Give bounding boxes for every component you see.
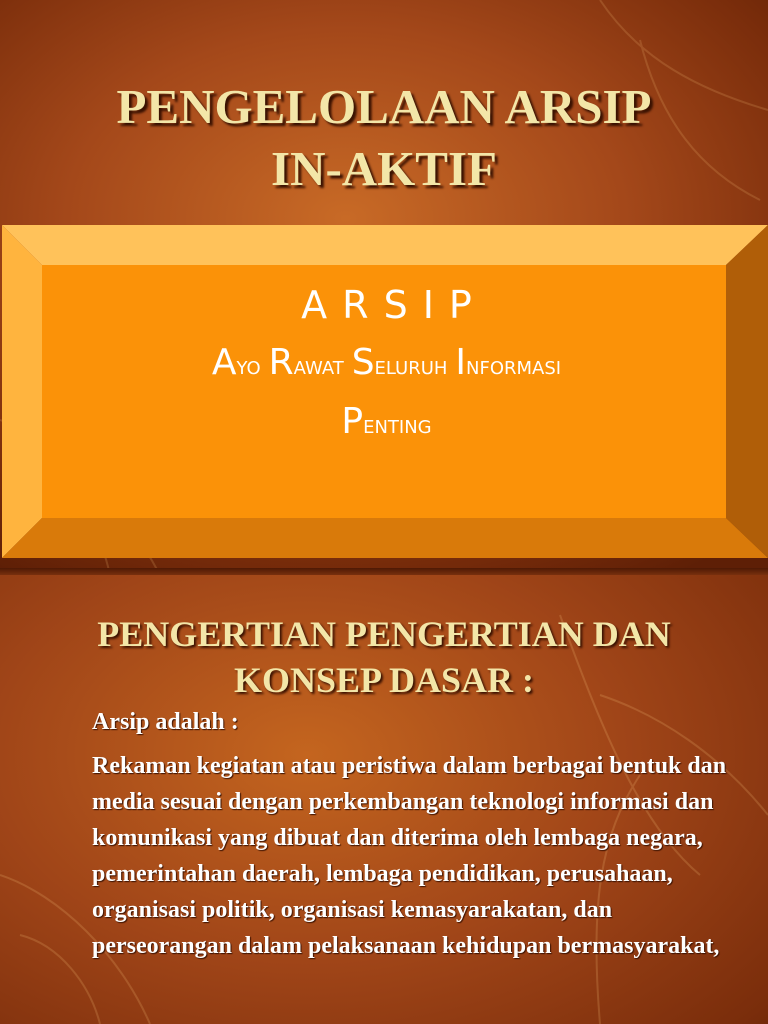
definition-body	[92, 704, 742, 964]
title-line-2: IN-AKTIF	[271, 141, 497, 196]
word-rawat: Rawat	[268, 342, 344, 383]
title-line-1: PENGELOLAAN ARSIP	[116, 79, 652, 134]
bevel-box	[2, 225, 768, 558]
word-seluruh: Seluruh	[351, 342, 448, 383]
definition-heading: PENGERTIAN PENGERTIAN DAN KONSEP DASAR :	[97, 614, 671, 700]
acronym-text: ARSIP	[301, 283, 487, 327]
expansion-line-2	[44, 394, 729, 453]
bevel-box-text	[44, 265, 729, 453]
definition-lead: Arsip adalah :	[92, 709, 239, 735]
expansion-line-1	[44, 335, 729, 394]
definition-paragraph: Rekaman kegiatan atau peristiwa dalam berbagai bentuk dan media sesuai dengan perkembangan teknologi informasi dan komunikasi yang dibuat dan diterima oleh lembaga negara, pemerintahan daerah, lembaga pendidikan, perusahaan, organisasi politik, organisasi kemasyarakatan, dan perseorangan dalam pelaksanaan kehidupan bermasyarakat,	[92, 753, 727, 959]
word-penting: Penting	[341, 401, 432, 442]
acronym-expansion	[44, 335, 729, 453]
word-informasi: Informasi	[455, 342, 562, 383]
word-ayo: Ayo	[211, 342, 261, 383]
slide-title	[0, 76, 768, 200]
